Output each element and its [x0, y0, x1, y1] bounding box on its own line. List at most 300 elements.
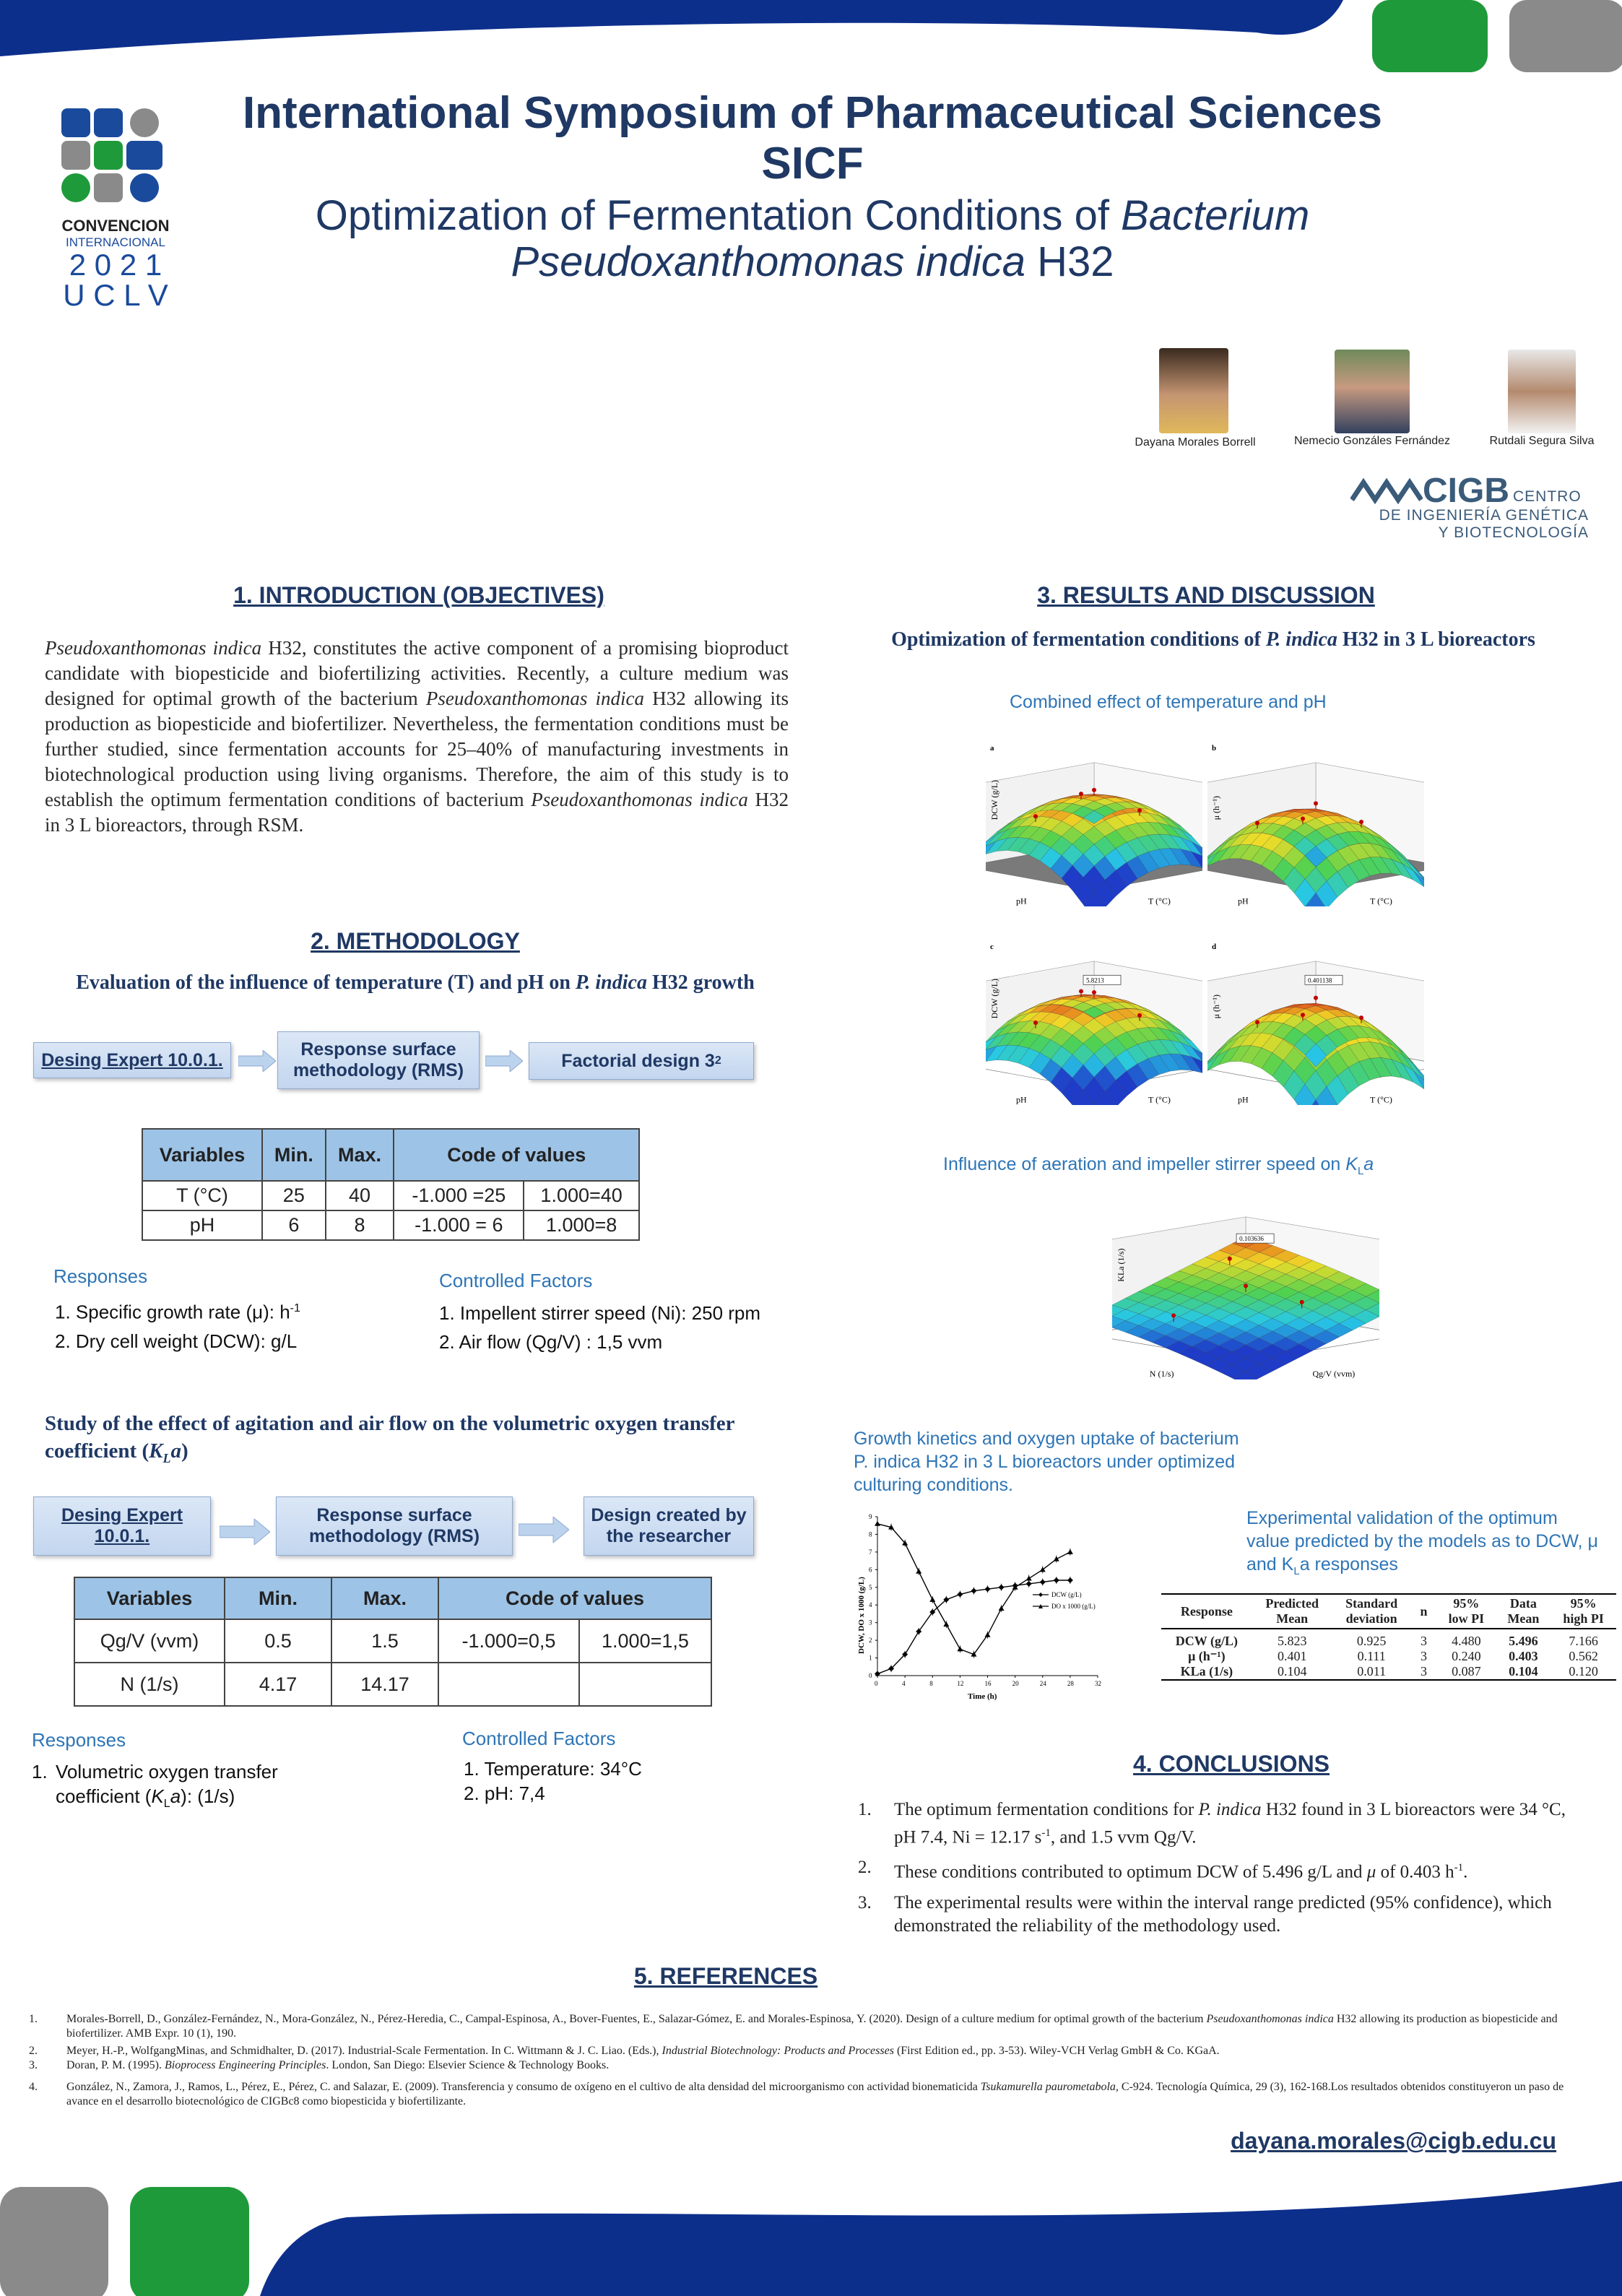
flow1-step2-label: Response surface methodology (RMS)	[292, 1039, 464, 1080]
surface-z-label: DCW (g/L)	[989, 978, 999, 1019]
flow2-step1-label: Desing Expert 10.0.1.	[61, 1505, 183, 1546]
surface-data-point	[1244, 1283, 1248, 1288]
poster-title: International Symposium of Pharmaceutical Sciences	[242, 88, 1383, 138]
poster-subtitle-line1	[217, 194, 1408, 238]
surface-plot-d	[1207, 939, 1424, 1105]
meth-sub1-c: H32 growth	[646, 971, 755, 994]
surface-y-label: T (°C)	[1370, 1094, 1392, 1105]
cigb-name: CIGB	[1423, 472, 1509, 510]
concl-2sup: -1	[1454, 1862, 1464, 1874]
flow1-step3-label: Factorial design 3	[561, 1050, 715, 1071]
surface-panel-tag: d	[1212, 943, 1217, 951]
responses2-c: L	[163, 1798, 170, 1811]
kinetics-x-tick-label: 8	[929, 1680, 933, 1687]
response1-item1-sup: -1	[290, 1302, 300, 1314]
val-cell: 5.823	[1277, 1634, 1307, 1648]
surface-data-point	[1255, 821, 1259, 826]
val-header	[1332, 1594, 1411, 1629]
concl-1c: H32 found in 3 L bioreactors were 34 °C, pH 7.4, Ni = 12.17 s	[894, 1800, 1566, 1847]
surface-z-label: KLa (1/s)	[1116, 1248, 1126, 1282]
concl-1b: P. indica	[1198, 1800, 1262, 1819]
kinetics-x-tick-label: 28	[1067, 1680, 1074, 1687]
kinetics-point	[1054, 1556, 1059, 1561]
kinetics-x-tick-label: 16	[984, 1680, 992, 1687]
table2-cell: 1.000=1,5	[579, 1619, 711, 1663]
factors2-list	[464, 1756, 642, 1806]
responses2-b: K	[151, 1785, 164, 1807]
kinetics-point	[875, 1521, 880, 1526]
author-name-1: Dayana Morales Borrell	[1135, 436, 1256, 449]
table1-header: Code of values	[394, 1129, 639, 1181]
table2-header: Min.	[225, 1577, 331, 1619]
cap3-line: P. indica H32 in 3 L bioreactors under optimized	[854, 1452, 1236, 1472]
intro-title: 1. INTRODUCTION (OBJECTIVES)	[233, 582, 604, 608]
val-header	[1436, 1594, 1496, 1629]
table1-cell: 6	[262, 1210, 326, 1240]
conclusions-title: 4. CONCLUSIONS	[1132, 1751, 1330, 1777]
ref-text	[66, 2044, 1220, 2058]
intro-text-e: Pseudoxanthomonas indica	[531, 789, 748, 810]
kinetics-point	[1040, 1579, 1046, 1585]
kinetics-point	[971, 1588, 976, 1594]
table1-cell: -1.000 = 6	[394, 1210, 524, 1240]
surface-panel-tag: b	[1212, 744, 1217, 753]
table1-cell: -1.000 =25	[394, 1181, 524, 1210]
val-h2b: deviation	[1345, 1611, 1397, 1626]
table1-cell: 8	[326, 1210, 394, 1240]
kinetics-y-tick-label: 1	[869, 1654, 872, 1662]
poster-subtitle-line2	[217, 240, 1408, 285]
kinetics-point	[1067, 1577, 1073, 1583]
meth-sub1-a: Evaluation of the influence of temperature (T) and pH on	[76, 971, 576, 994]
kinetics-point	[957, 1592, 963, 1598]
table2-cell: 4.17	[225, 1663, 331, 1706]
flow2-arrow-1-icon	[220, 1519, 270, 1545]
cigb-line1: CENTRO	[1513, 488, 1582, 505]
list-item	[55, 1294, 300, 1327]
val-h4a: 95%	[1453, 1596, 1480, 1611]
val-cell: 0.401	[1277, 1649, 1307, 1663]
table-row	[1161, 1649, 1616, 1664]
cap4-c-b: L	[1293, 1565, 1300, 1577]
cap2-d: a	[1363, 1154, 1374, 1174]
kinetics-y-tick-label: 3	[869, 1619, 872, 1626]
list-item	[29, 2080, 1574, 2109]
surface-data-point	[1359, 820, 1363, 824]
kinetics-legend-label: DCW (g/L)	[1051, 1591, 1082, 1598]
table2-cell: 0.5	[225, 1619, 331, 1663]
table2-header: Max.	[331, 1577, 438, 1619]
surface-x-label: pH	[1238, 1094, 1249, 1105]
table-row	[1161, 1664, 1616, 1680]
table1-header: Min.	[262, 1129, 326, 1181]
concl-2b: μ	[1366, 1862, 1376, 1882]
convention-logo	[58, 105, 173, 312]
concl-num: 3.	[858, 1892, 872, 1912]
surface-data-point	[1137, 1013, 1142, 1018]
surface-panel-tag: c	[990, 943, 994, 951]
cap4-c-c: a responses	[1299, 1554, 1398, 1574]
surface-data-point	[1255, 1020, 1259, 1024]
surface-x-label: N (1/s)	[1149, 1369, 1174, 1379]
surface-plot-b	[1207, 740, 1424, 906]
kinetics-point	[985, 1586, 991, 1592]
kinetics-legend	[1033, 1591, 1096, 1610]
subtitle-text-a: Optimization of Fermentation Conditions of	[315, 192, 1122, 239]
factors1-list	[439, 1299, 760, 1356]
kinetics-xlabel: Time (h)	[968, 1692, 997, 1701]
list-item	[858, 1856, 1587, 1884]
flow1-design-expert	[33, 1042, 231, 1078]
cigb-line2: DE INGENIERÍA GENÉTICA	[1379, 507, 1589, 524]
val-h4b: low PI	[1448, 1611, 1485, 1626]
logo-line3: 2 0 2 1	[69, 248, 162, 282]
flow2-rsm	[276, 1496, 513, 1556]
flow2-design-created	[584, 1496, 754, 1556]
list-item	[858, 1798, 1587, 1849]
ref-2a: Meyer, H.-P., WolfgangMinas, and Schmidhalter, D. (2017). Industrial-Scale Fermentation. In C. Wittmann & J. C. Liao. (Eds.),	[66, 2045, 662, 2057]
surface-y-label: T (°C)	[1370, 896, 1392, 906]
table1-header-row	[142, 1129, 639, 1181]
surface-data-point	[1300, 1300, 1304, 1304]
table1-header: Variables	[142, 1129, 262, 1181]
table1-cell: 40	[326, 1181, 394, 1210]
results-caption-4	[1246, 1507, 1598, 1583]
ref-3i: Bioprocess Engineering Principles	[165, 2059, 326, 2071]
concl-num: 2.	[858, 1858, 872, 1878]
kinetics-y-tick-label: 7	[869, 1548, 872, 1556]
concl-text	[894, 1856, 1467, 1884]
table-row	[142, 1181, 639, 1210]
kinetics-x-tick-label: 20	[1012, 1680, 1019, 1687]
growth-kinetics-chart	[852, 1509, 1141, 1704]
table-row	[74, 1619, 711, 1663]
responses2-e: ): (1/s)	[181, 1785, 235, 1807]
flow1-step3-sup: 2	[714, 1054, 721, 1067]
meth-sub2-c: L	[162, 1450, 171, 1465]
val-h2a: Standard	[1345, 1596, 1398, 1611]
cap3-line: culturing conditions.	[854, 1475, 1013, 1495]
surface-plot-c	[986, 939, 1202, 1105]
table2-header: Variables	[74, 1577, 225, 1619]
author-photo-1	[1159, 348, 1228, 433]
meth-sub1-b: P. indica	[575, 971, 647, 994]
surface-value-text: 0.103636	[1239, 1235, 1264, 1243]
convention-logo-mark	[58, 105, 173, 213]
ref-4a: González, N., Zamora, J., Ramos, L., Pérez, E., Pérez, C. and Salazar, E. (2009). Transferencia y consumo de oxígeno en el cultivo de alta densidad del microorganismo con actividad bionematicida	[66, 2081, 981, 2093]
surface-data-point	[1079, 792, 1083, 796]
concl-text	[894, 1798, 1587, 1849]
kinetics-y-tick-label: 2	[869, 1637, 872, 1645]
flow1-factorial-design	[529, 1042, 754, 1080]
kinetics-y-tick-label: 0	[869, 1672, 872, 1679]
ref-4i: Tsukamurella paurometabola	[980, 2081, 1116, 2093]
cap2-a: Influence of aeration and impeller stirrer speed on	[943, 1154, 1346, 1174]
poster-acronym: SICF	[761, 139, 864, 189]
val-cell: 7.166	[1569, 1634, 1598, 1648]
variables-table-1	[142, 1128, 640, 1241]
surface-panel-tag: a	[990, 744, 994, 753]
val-cell: 0.087	[1436, 1664, 1496, 1680]
surface-plot-kla	[1112, 1192, 1379, 1379]
val-cell: 3	[1420, 1634, 1427, 1648]
ref-2i: Industrial Biotechnology: Products and Processes	[662, 2045, 894, 2057]
kinetics-point	[985, 1632, 991, 1637]
results-caption-3	[854, 1427, 1239, 1496]
ref-text	[66, 2080, 1574, 2109]
concl-2d: .	[1463, 1862, 1468, 1882]
kinetics-y-tick-label: 4	[869, 1601, 872, 1609]
cigb-logo	[1350, 472, 1589, 545]
validation-table	[1161, 1593, 1616, 1681]
val-header	[1551, 1594, 1616, 1629]
table2-cell: 14.17	[331, 1663, 438, 1706]
meth-sub2-a: Study of the effect of agitation and air flow on the volumetric oxygen transfer coefficient (	[45, 1412, 735, 1463]
results-sub-b: P. indica	[1265, 628, 1337, 651]
results-caption-1: Combined effect of temperature and pH	[1010, 692, 1327, 712]
table2-header-row	[74, 1577, 711, 1619]
table1-cell: 25	[262, 1181, 326, 1210]
surface-data-point	[1314, 996, 1318, 1000]
val-h5a: Data	[1509, 1596, 1537, 1611]
surface-data-point	[1033, 814, 1038, 818]
flow1-rsm	[277, 1031, 480, 1089]
val-h6a: 95%	[1570, 1596, 1597, 1611]
logo-line4: U C L V	[63, 278, 168, 312]
table2-cell	[438, 1663, 579, 1706]
val-cell: 0.562	[1569, 1649, 1598, 1663]
val-cell: 0.111	[1357, 1649, 1386, 1663]
ref-2b: (First Edition ed., pp. 3-53). Wiley-VCH Verlag GmbH & Co. KGaA.	[893, 2045, 1220, 2057]
responses2-num: 1.	[32, 1761, 48, 1782]
surface-data-point	[1092, 990, 1096, 995]
flow2-arrow-2-icon	[519, 1517, 569, 1543]
top-banner	[0, 0, 1622, 79]
intro-paragraph	[45, 636, 789, 838]
surface-data-point	[1171, 1313, 1176, 1317]
cap4-c-a: and K	[1246, 1554, 1294, 1574]
author-name-3: Rutdali Segura Silva	[1489, 435, 1595, 447]
kinetics-x-tick-label: 12	[957, 1680, 964, 1687]
kinetics-point	[999, 1585, 1005, 1590]
val-h6b: high PI	[1563, 1611, 1604, 1626]
kinetics-point	[1026, 1576, 1032, 1581]
intro-text-f: H32 in 3 L bioreactors, through RSM.	[45, 789, 789, 836]
list-item	[858, 1892, 1587, 1938]
surface-data-point	[1314, 801, 1318, 805]
table1-cell: T (°C)	[142, 1181, 262, 1210]
kinetics-legend-label: DO x 1000 (g/L)	[1051, 1603, 1096, 1610]
intro-text-a: Pseudoxanthomonas indica	[45, 637, 262, 659]
val-cell: 0.240	[1452, 1649, 1481, 1663]
contact-email[interactable]: dayana.morales@cigb.edu.cu	[1231, 2128, 1556, 2154]
surface-x-label: pH	[1238, 896, 1249, 906]
ref-3a: Doran, P. M. (1995).	[66, 2059, 165, 2071]
val-cell: 3	[1420, 1649, 1427, 1663]
list-item	[29, 2058, 1574, 2073]
surface-y-label: T (°C)	[1148, 896, 1171, 906]
cigb-line3: Y BIOTECNOLOGÍA	[1438, 524, 1589, 541]
results-sub-a: Optimization of fermentation conditions of	[891, 628, 1266, 651]
meth-sub2-d: a	[170, 1439, 181, 1463]
logo-line2: INTERNACIONAL	[66, 235, 165, 249]
kinetics-x-tick-label: 24	[1039, 1680, 1046, 1687]
list-item	[29, 2012, 1574, 2041]
results-subtitle	[852, 628, 1574, 651]
surface-data-point	[1301, 1013, 1305, 1017]
ref-3b: . London, San Diego: Elsevier Science & Technology Books.	[326, 2059, 610, 2071]
cigb-wave-icon	[1350, 478, 1423, 507]
intro-text-c: Pseudoxanthomonas indica	[425, 688, 645, 709]
author-photo-2	[1335, 350, 1410, 433]
kinetics-point	[999, 1606, 1005, 1611]
val-cell: 0.104	[1252, 1664, 1332, 1680]
val-cell: 0.011	[1332, 1664, 1411, 1680]
surface-data-point	[1079, 989, 1083, 993]
ref-num: 1.	[29, 2013, 38, 2025]
surface-y-label: Qg/V (vvm)	[1312, 1369, 1356, 1379]
surface-plot-a	[986, 740, 1202, 906]
kinetics-point	[929, 1597, 935, 1602]
table2-cell: 1.5	[331, 1619, 438, 1663]
list-item: 2. Dry cell weight (DCW): g/L	[55, 1330, 298, 1352]
val-cell: 0.403	[1509, 1649, 1538, 1663]
table2-cell: Qg/V (vvm)	[74, 1619, 225, 1663]
kinetics-ylabel: DCW, DO x 1000 (g/L)	[857, 1577, 866, 1654]
flow1-step1-label: Desing Expert 10.0.1.	[41, 1049, 223, 1070]
val-cell: μ (h⁻¹)	[1188, 1649, 1226, 1663]
responses2-d: a	[170, 1785, 181, 1807]
val-cell: 4.480	[1452, 1634, 1481, 1648]
surface-x-label: pH	[1016, 1094, 1027, 1105]
val-cell: 0.104	[1496, 1664, 1551, 1680]
concl-num: 1.	[858, 1800, 872, 1819]
concl-2a: These conditions contributed to optimum DCW of 5.496 g/L and	[894, 1862, 1367, 1882]
val-h1a: Predicted	[1265, 1596, 1319, 1611]
subtitle-text-b: Bacterium	[1121, 192, 1310, 239]
kinetics-y-tick-label: 6	[869, 1566, 872, 1574]
table-row	[142, 1210, 639, 1240]
references-title: 5. REFERENCES	[633, 1963, 818, 1989]
author-photo-3	[1508, 350, 1576, 433]
validation-header-row	[1161, 1594, 1616, 1629]
subtitle-strain: H32	[1025, 238, 1114, 285]
kinetics-x-tick-label: 0	[875, 1680, 878, 1687]
val-cell: 0.120	[1551, 1664, 1616, 1680]
kinetics-y-tick-label: 8	[869, 1530, 872, 1538]
responses2-a: Volumetric oxygen transfer coefficient (	[55, 1761, 278, 1807]
table1-header: Max.	[326, 1129, 394, 1181]
kinetics-point	[957, 1646, 963, 1651]
concl-1d: , and 1.5 vvm Qg/V.	[1050, 1827, 1197, 1847]
val-header	[1411, 1594, 1437, 1629]
table1-cell: 1.000=40	[524, 1181, 639, 1210]
kinetics-point	[943, 1621, 949, 1626]
ref-num: 4.	[29, 2081, 38, 2093]
cap4-line3	[1246, 1553, 1598, 1583]
cap2-b: K	[1345, 1154, 1358, 1174]
conclusions-list	[858, 1798, 1587, 1938]
methodology-subtitle-2	[45, 1410, 767, 1472]
surface-data-point	[1301, 816, 1305, 820]
surface-data-point	[1092, 788, 1096, 792]
kinetics-point	[1054, 1577, 1059, 1583]
table2-header: Code of values	[438, 1577, 711, 1619]
kinetics-y-tick-label: 5	[869, 1583, 872, 1591]
kinetics-y-tick-label: 9	[869, 1513, 872, 1520]
val-cell: 3	[1411, 1664, 1437, 1680]
kinetics-point	[916, 1569, 921, 1574]
table2-cell: -1.000=0,5	[438, 1619, 579, 1663]
table1-cell: pH	[142, 1210, 262, 1240]
surface-data-point	[1228, 1257, 1232, 1261]
concl-1a: The optimum fermentation conditions for	[894, 1800, 1199, 1819]
list-item	[32, 1759, 335, 1816]
factors1-title: Controlled Factors	[439, 1270, 593, 1291]
surface-value-text: 0.401138	[1308, 976, 1332, 984]
variables-table-2	[74, 1577, 712, 1707]
ref-1i: Pseudoxanthomonas indica	[1206, 2013, 1334, 2025]
results-title: 3. RESULTS AND DISCUSSION	[1037, 582, 1375, 608]
concl-2c: of 0.403 h	[1376, 1862, 1454, 1882]
list-item: 2. Air flow (Qg/V) : 1,5 vvm	[439, 1331, 663, 1353]
list-item: 1. Temperature: 34°C	[464, 1758, 642, 1780]
table1-cell: 1.000=8	[524, 1210, 639, 1240]
surface-z-label: μ (h⁻¹)	[1211, 995, 1221, 1019]
surface-z-label: DCW (g/L)	[989, 779, 999, 820]
author-name-2: Nemecio Gonzáles Fernández	[1293, 435, 1451, 447]
responses2-title: Responses	[32, 1729, 126, 1751]
kinetics-point	[1067, 1549, 1073, 1554]
surface-value-text: 5.8213	[1086, 976, 1104, 984]
list-item: 2. pH: 7,4	[464, 1782, 545, 1804]
flow2-step2-label: Response surface methodology (RMS)	[308, 1505, 480, 1546]
responses1-title: Responses	[53, 1265, 148, 1287]
cap4-line: Experimental validation of the optimum	[1246, 1508, 1558, 1528]
factors2-title: Controlled Factors	[462, 1728, 616, 1749]
subtitle-species: Pseudoxanthomonas indica	[511, 238, 1026, 285]
flow1-arrow-1-icon	[238, 1050, 276, 1072]
kinetics-legend-marker	[1038, 1593, 1043, 1597]
ref-text	[66, 2058, 609, 2073]
bottom-banner	[0, 2174, 1622, 2296]
cap3-line: Growth kinetics and oxygen uptake of bacterium	[854, 1429, 1239, 1449]
logo-line1: CONVENCION	[61, 217, 170, 235]
cap2-c: L	[1357, 1165, 1364, 1177]
surface-x-label: pH	[1016, 896, 1027, 906]
methodology-title: 2. METHODOLOGY	[311, 928, 520, 954]
responses2-list	[32, 1759, 335, 1816]
val-header	[1252, 1594, 1332, 1629]
ref-num: 3.	[29, 2059, 38, 2071]
ref-num: 2.	[29, 2045, 38, 2057]
intro-text-b: H32, constitutes the active component of a promising bioproduct candidate with biopesticide and biofertilizing activities. Recently, a culture medium was designed for optimal growth of the bacterium	[45, 637, 789, 709]
intro-text-d: H32 allowing its production as biopesticide and biofertilizer. Nevertheless, the fermentation conditions must be further studied, since fermentation accounts for 25–40% of manufacturing investments in biotechnological production using living organisms. Therefore, the aim of this study is to establish the optimum fermentation conditions of bacterium	[45, 688, 789, 810]
table-row	[1161, 1629, 1616, 1649]
ref-4b: , C-924. Tecnología Química, 29 (3), 162-168.Los resultados obtenidos constituyeron un paso de avance en el desarrollo biotecnológico de CIGBc8 como biopesticida y biofertilizante.	[66, 2081, 1564, 2107]
val-cell: DCW (g/L)	[1175, 1634, 1238, 1648]
val-header	[1496, 1594, 1551, 1629]
results-sub-c: H32 in 3 L bioreactors	[1337, 628, 1535, 651]
val-cell: 0.925	[1356, 1634, 1387, 1648]
list-item	[29, 2044, 1574, 2058]
cap4-line: value predicted by the models as to DCW, μ	[1246, 1531, 1598, 1551]
table2-cell	[579, 1663, 711, 1706]
kinetics-x-tick-label: 32	[1095, 1680, 1101, 1687]
val-cell: 5.496	[1509, 1634, 1538, 1648]
surface-data-point	[1359, 1015, 1363, 1020]
val-h1b: Mean	[1276, 1611, 1309, 1626]
